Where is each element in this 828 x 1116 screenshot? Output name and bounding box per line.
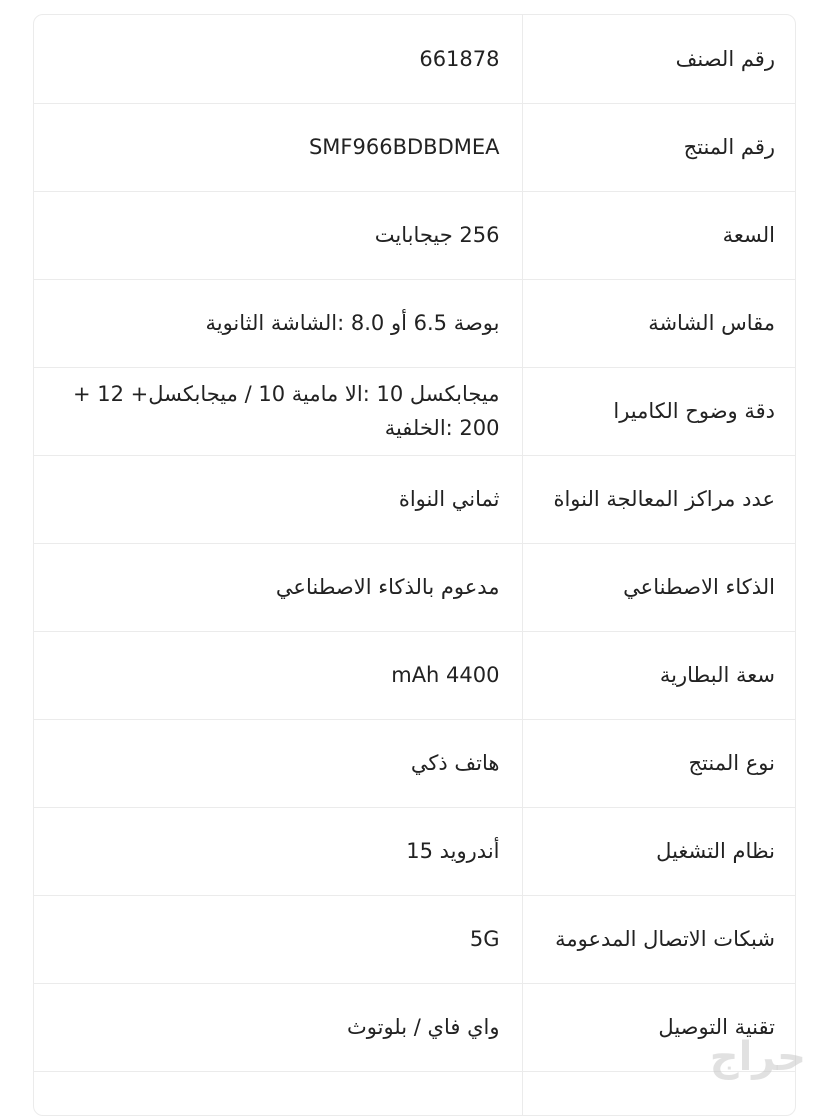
table-row [34,279,795,367]
table-row [34,1071,795,1116]
spec-value-item-number: 661878 [34,15,522,103]
haraj-watermark-logo: حراج [710,1034,806,1080]
spec-value-product-number: SMF966BDBDMEA [34,103,522,191]
table-row [34,455,795,543]
table-row [34,103,795,191]
specs-card [33,14,796,1116]
table-row [34,807,795,895]
spec-value-cpu-cores: ثماني النواة [34,455,522,543]
table-row [34,367,795,455]
spec-value-partial [34,1071,522,1116]
table-row [34,191,795,279]
spec-label-battery: سعة البطارية [522,631,795,719]
spec-value-connectivity: واي فاي / بلوتوث [34,983,522,1071]
spec-label-capacity: السعة [522,191,795,279]
table-row [34,983,795,1071]
table-row [34,15,795,103]
spec-value-networks: 5G [34,895,522,983]
spec-label-networks: شبكات الاتصال المدعومة [522,895,795,983]
spec-label-camera-resolution: دقة وضوح الكاميرا [522,367,795,455]
table-row [34,895,795,983]
spec-value-os: أندرويد 15 [34,807,522,895]
spec-label-screen-size: مقاس الشاشة [522,279,795,367]
specs-table [34,15,795,1116]
table-row [34,631,795,719]
spec-label-item-number: رقم الصنف [522,15,795,103]
spec-value-battery: mAh 4400 [34,631,522,719]
spec-value-capacity: 256 جيجابايت [34,191,522,279]
spec-value-screen-size: بوصة 6.5 أو 8.0 :الشاشة الثانوية [34,279,522,367]
table-row [34,543,795,631]
spec-value-ai: مدعوم بالذكاء الاصطناعي [34,543,522,631]
spec-label-connectivity: تقنية التوصيل [522,983,795,1071]
spec-value-camera-resolution: ميجابكسل 10 :الا مامية 10 / ميجابكسل+ 12 + 200 :الخلفية [34,367,522,455]
spec-label-product-type: نوع المنتج [522,719,795,807]
spec-value-product-type: هاتف ذكي [34,719,522,807]
spec-label-product-number: رقم المنتج [522,103,795,191]
spec-label-cpu-cores: عدد مراكز المعالجة النواة [522,455,795,543]
spec-label-ai: الذكاء الاصطناعي [522,543,795,631]
spec-label-os: نظام التشغيل [522,807,795,895]
table-row [34,719,795,807]
